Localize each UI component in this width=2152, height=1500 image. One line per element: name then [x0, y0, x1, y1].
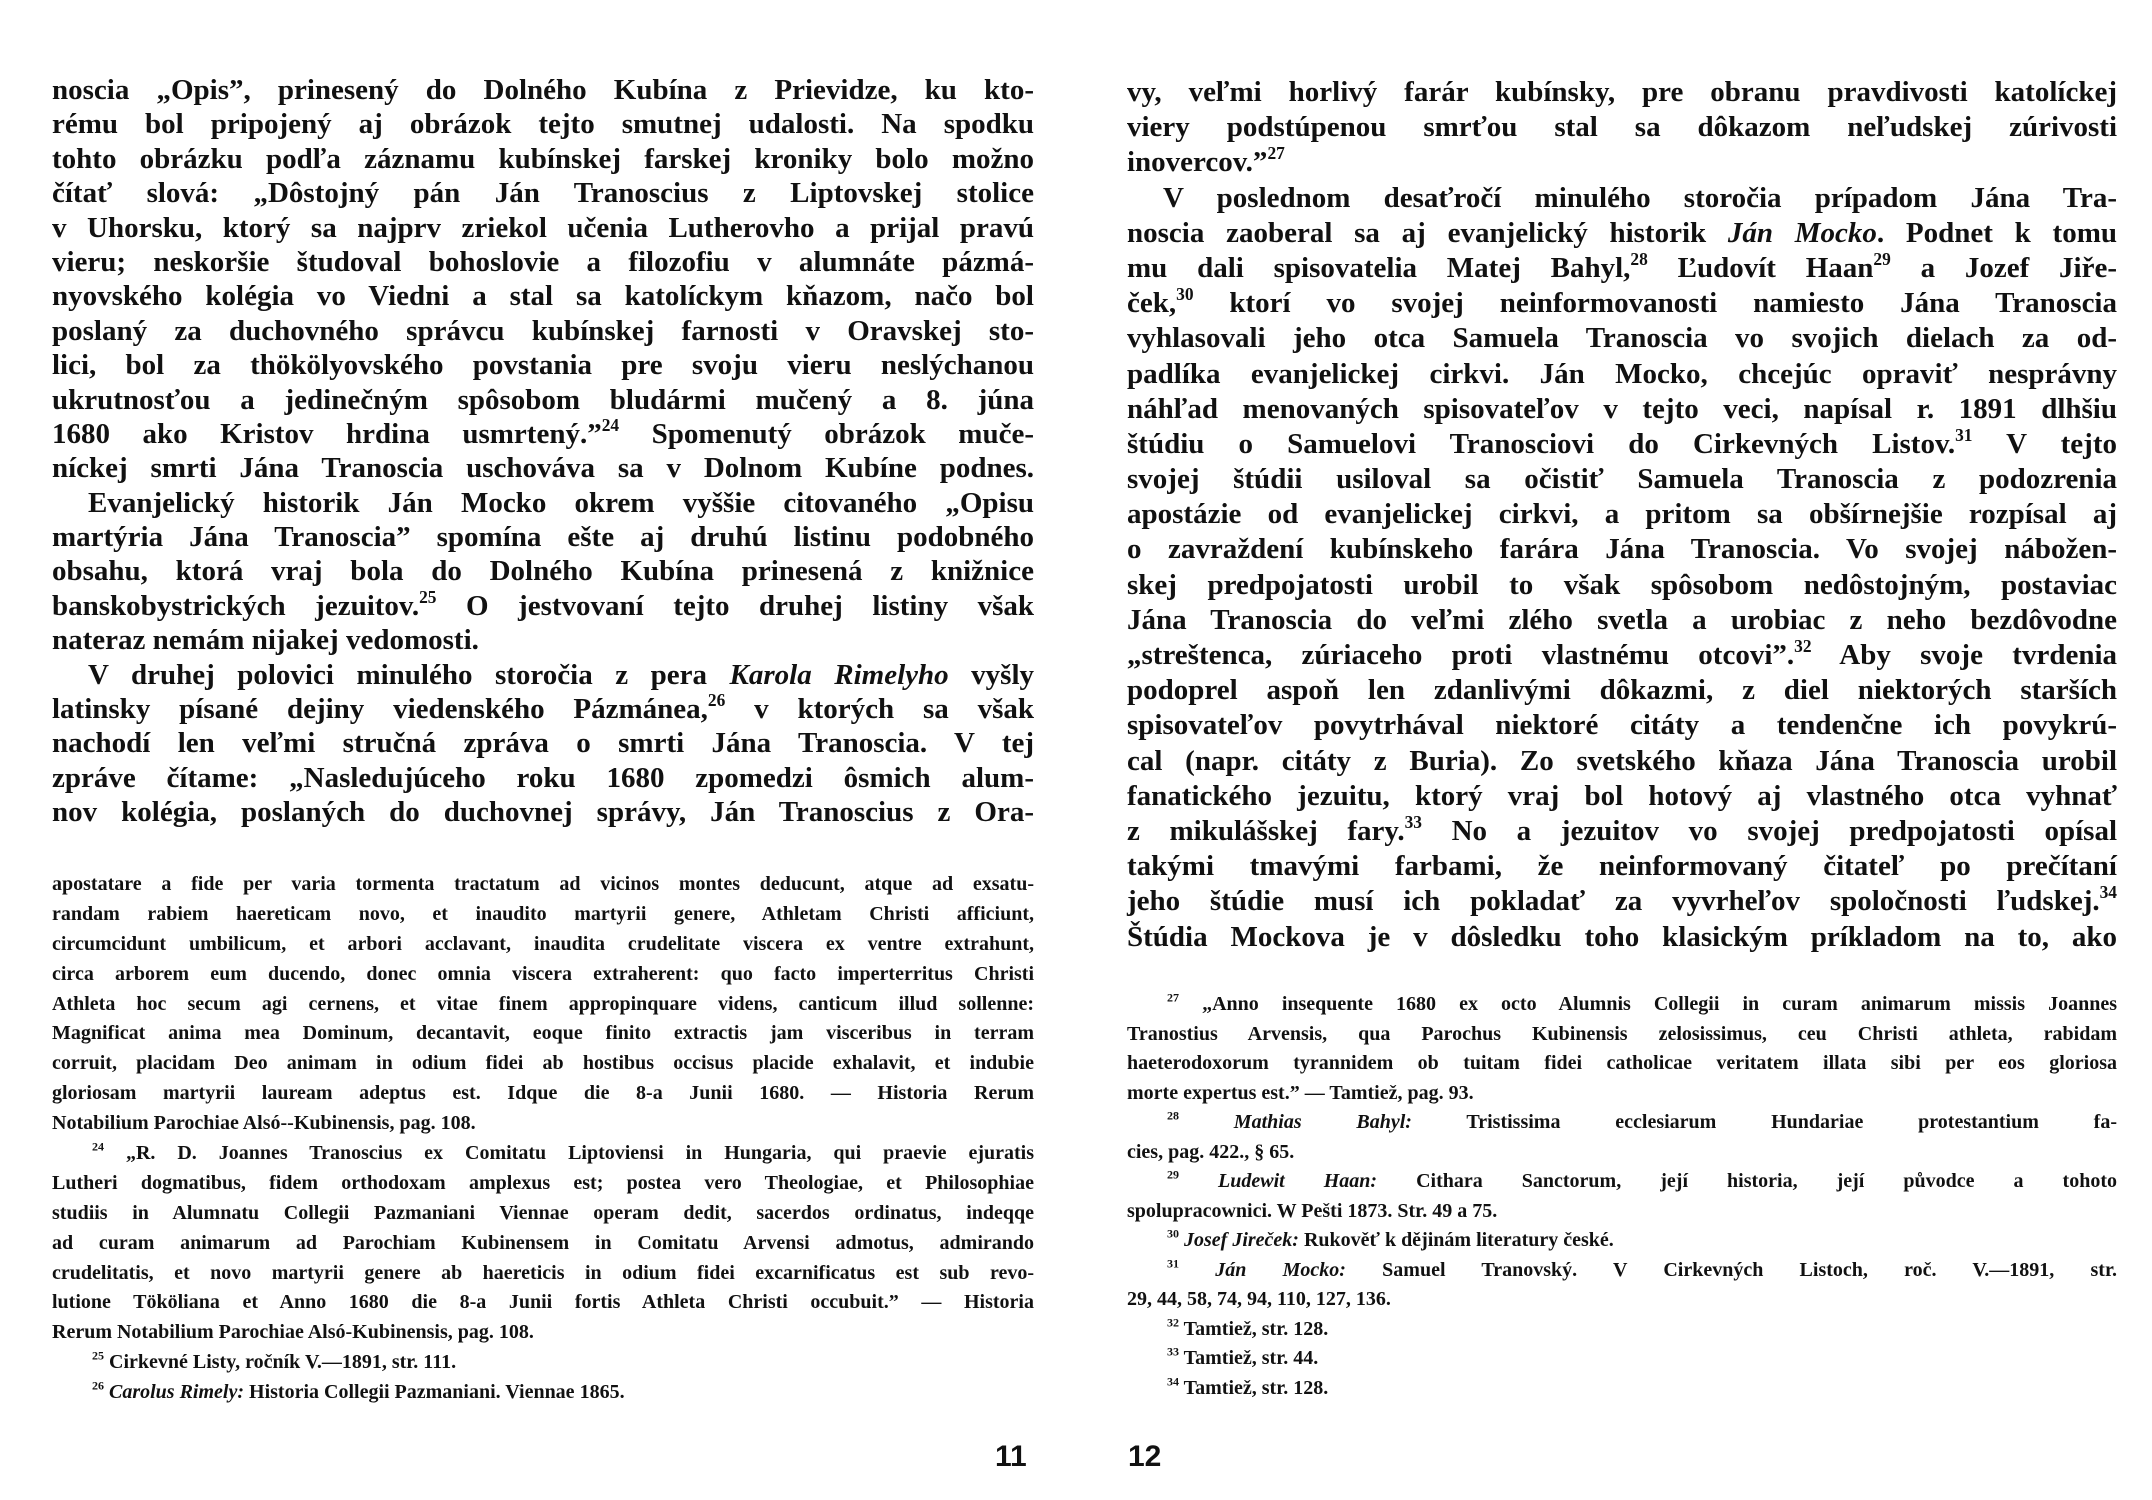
- text-segment: apostázie od evanjelickej cirkvi, a pritom sa obšírnejšie rozpísal aj: [1127, 498, 2117, 531]
- footnote-reference: 31: [1955, 424, 1973, 445]
- left-page-number: 11: [995, 1440, 1027, 1473]
- text-line: [52, 726, 1034, 760]
- text-segment: a Jozef Jiře-: [1890, 251, 2118, 284]
- text-segment: latinsky písané dejiny viedenského Pázmánea,: [52, 693, 708, 726]
- text-line: [1127, 392, 2117, 427]
- footnote-line: [52, 1348, 1034, 1378]
- text-line: [1127, 849, 2117, 884]
- text-segment: štúdiu o Samuelovi Tranosciovi do Cirkevných Listov.: [1127, 427, 1956, 460]
- text-line: [52, 245, 1034, 279]
- footnote-line: [1127, 1079, 2117, 1109]
- text-segment: podoprel aspoň len zdanlivými dôkazmi, z diel niektorých starších: [1127, 674, 2117, 707]
- text-segment: Štúdia Mockova je v dôsledku toho klasickým príkladom na to, ako: [1127, 920, 2117, 953]
- footnote-reference: 24: [601, 414, 620, 435]
- text-segment: Athleta hoc secum agi cernens, et vitae finem appropinquare videns, canticum illud sollenne:: [52, 992, 1034, 1015]
- footnote-reference: 32: [1794, 635, 1812, 656]
- text-segment: Magnificat anima mea Dominum, decantavit, eoque finito extractis jam visceribus in terram: [52, 1022, 1034, 1045]
- text-segment: nov kolégia, poslaných do duchovnej správy, Ján Tranoscius z Ora-: [52, 796, 1034, 829]
- text-segment: noscia „Opis”, prinesený do Dolného Kubína z Prievidze, ku kto-: [52, 74, 1034, 106]
- text-segment: tohto obrázku podľa záznamu kubínskej farskej kroniky bolo možno: [52, 142, 1034, 175]
- footnote-line: [52, 1049, 1034, 1079]
- footnote-line: [1127, 1344, 2117, 1374]
- footnote-line: [52, 1139, 1034, 1169]
- footnote-line: [1127, 1374, 2117, 1404]
- text-segment: 29, 44, 58, 74, 94, 110, 127, 136.: [1127, 1288, 1391, 1310]
- text-segment: haeterodoxorum tyrannidem ob tuitam fidei catholicae veritatem illata sibi per eos gloriosa: [1127, 1052, 2117, 1074]
- footnote-reference: 25: [419, 586, 437, 607]
- text-segment: Lutheri dogmatibus, fidem orthodoxam amplexus est; postea vero Theologiae, et Philosophiae: [52, 1171, 1034, 1194]
- footnote-line: [52, 1169, 1034, 1199]
- text-line: [1127, 110, 2117, 145]
- text-segment: „streštenca, zúriaceho proti vlastnému otcovi”.: [1127, 639, 1795, 671]
- text-segment: takými tmavými farbami, že neinformovaný čitateľ po prečítaní: [1127, 850, 2117, 883]
- text-line: [52, 107, 1034, 141]
- footnote-line: [1127, 1226, 2117, 1256]
- right-page-number: 12: [1128, 1440, 1162, 1473]
- text-segment: Spomenutý obrázok muče-: [619, 417, 1034, 450]
- text-segment: Aby svoje tvrdenia: [1811, 639, 2118, 671]
- footnote-reference: 33: [1404, 811, 1422, 832]
- footnote-reference: 31: [1167, 1256, 1179, 1271]
- text-line: [1127, 603, 2117, 638]
- text-line: [52, 761, 1034, 795]
- text-line: [1127, 497, 2117, 532]
- footnote-line: [52, 1318, 1034, 1348]
- footnote-reference: 28: [1630, 248, 1648, 269]
- footnote-line: [52, 900, 1034, 930]
- text-line: [1127, 216, 2117, 251]
- text-segment: Jána Tranoscia do veľmi zlého svetla a urobiac z neho bezdôvodne: [1127, 603, 2117, 636]
- italic-name: Ludewit Haan:: [1179, 1170, 1378, 1192]
- text-line: [52, 658, 1034, 692]
- text-line: [52, 383, 1034, 417]
- footnote-line: [1127, 1285, 2117, 1315]
- footnote-reference: 30: [1167, 1226, 1179, 1241]
- footnote-line: [52, 1109, 1034, 1139]
- text-line: [52, 451, 1034, 485]
- footnote-line: [52, 870, 1034, 900]
- text-segment: „Anno insequente 1680 ex octo Alumnis Collegii in curam animarum missis Joannes: [1179, 993, 2117, 1015]
- footnote-reference: 34: [1167, 1374, 1179, 1389]
- italic-name: Ján Mocko: [1727, 216, 1877, 249]
- italic-name: Karola Rimelyho: [729, 658, 949, 691]
- text-segment: lutione Tököliana et Anno 1680 die 8-a Junii fortis Athleta Christi occubuit.” — Historia: [52, 1291, 1034, 1314]
- footnote-reference: 34: [2099, 882, 2117, 903]
- footnote-reference: 27: [1267, 143, 1285, 164]
- text-line: [1127, 462, 2117, 497]
- text-segment: Tamtiež, str. 44.: [1179, 1347, 1319, 1369]
- footnote-line: [52, 1259, 1034, 1289]
- text-segment: noscia zaoberal sa aj evanjelický historik: [1127, 216, 1728, 249]
- text-segment: O jestvovaní tejto druhej listiny však: [436, 589, 1034, 622]
- text-segment: morte expertus est.” — Tamtiež, pag. 93.: [1127, 1081, 1474, 1104]
- footnote-reference: 30: [1176, 283, 1194, 304]
- text-segment: o zavraždení kubínskeho farára Jána Tranoscia. Vo svojej nábožen-: [1127, 533, 2117, 566]
- text-segment: Tamtiež, str. 128.: [1179, 1376, 1329, 1399]
- text-segment: studiis in Alumnatu Collegii Pazmaniani Viennae operam dedit, sacerdos ordinatus, indeqqe: [52, 1201, 1034, 1224]
- text-line: [1127, 568, 2117, 603]
- text-segment: nyovského kolégia vo Viedni a stal sa katolíckym kňazom, načo bol: [52, 280, 1034, 313]
- text-line: [1127, 811, 2117, 849]
- footnote-line: [52, 930, 1034, 960]
- text-segment: svojej štúdii usiloval sa očistiť Samuela Tranoscia z podozrenia: [1127, 463, 2117, 496]
- text-line: [52, 520, 1034, 554]
- text-line: [1127, 920, 2117, 955]
- text-segment: viery podstúpenou smrťou stal sa dôkazom neľudskej zúrivosti: [1127, 111, 2117, 144]
- text-segment: No a jezuitov vo svojej predpojatosti opísal: [1421, 814, 2117, 847]
- footnote-line: [1127, 1138, 2117, 1168]
- left-page-body-text: [52, 73, 1034, 830]
- text-segment: nachodí len veľmi stručná zpráva o smrti Jána Tranoscia. V tej: [52, 727, 1034, 760]
- footnote-line: [1127, 1167, 2117, 1197]
- text-line: [1127, 321, 2117, 356]
- text-segment: nateraz nemám nijakej vedomosti.: [52, 624, 479, 657]
- text-line: [1127, 884, 2117, 919]
- text-segment: spisovateľov povytrhával niektoré citáty a tendenčne ich povykrú-: [1127, 709, 2117, 742]
- italic-name: Carolus Rimely:: [104, 1381, 245, 1404]
- italic-name: Josef Jireček:: [1179, 1229, 1299, 1251]
- footnote-line: [52, 1079, 1034, 1109]
- text-segment: Tristissima ecclesiarum Hundariae protestantium fa-: [1411, 1111, 2118, 1133]
- footnote-reference: 26: [92, 1378, 104, 1393]
- text-segment: circumcidunt umbilicum, et arbori acclavant, inaudita crudelitate viscera ex ventre extrahunt,: [52, 932, 1034, 955]
- text-segment: apostatare a fide per varia tormenta tractatum ad vicinos montes deducunt, atque ad exsatu-: [52, 873, 1034, 895]
- footnote-line: [52, 1229, 1034, 1259]
- text-segment: Ľudovít Haan: [1647, 251, 1874, 284]
- text-segment: v ktorých sa však: [725, 693, 1034, 726]
- text-segment: cies, pag. 422., § 65.: [1127, 1140, 1295, 1163]
- text-segment: . Podnet k tomu: [1876, 216, 2117, 249]
- text-segment: vyšly: [948, 658, 1035, 691]
- text-line: [1127, 744, 2117, 779]
- text-line: [1127, 424, 2117, 462]
- text-line: [1127, 181, 2117, 216]
- footnote-line: [1127, 1108, 2117, 1138]
- footnote-reference: 29: [1167, 1167, 1179, 1182]
- text-segment: Samuel Tranovský. V Cirkevných Listoch, roč. V.—1891, str.: [1345, 1258, 2117, 1281]
- footnote-reference: 24: [92, 1139, 104, 1154]
- footnote-reference: 32: [1167, 1315, 1179, 1330]
- text-segment: ček,: [1127, 287, 1177, 320]
- text-segment: Rerum Notabilium Parochiae Alsó-Kubinensis, pag. 108.: [52, 1321, 534, 1344]
- text-segment: Tamtiež, str. 128.: [1179, 1317, 1329, 1340]
- text-segment: Cirkevné Listy, ročník V.—1891, str. 111.: [104, 1351, 457, 1374]
- text-segment: ad curam animarum ad Parochiam Kubinensem in Comitatu Arvensi admotus, admirando: [52, 1231, 1034, 1254]
- text-segment: 1680 ako Kristov hrdina usmrtený.”: [52, 417, 602, 450]
- footnote-line: [1127, 990, 2117, 1020]
- text-segment: Tranostius Arvensis, qua Parochus Kubinensis zelosissimus, ceu Christi athleta, rabidam: [1127, 1022, 2117, 1045]
- left-page-footnotes: [52, 870, 1034, 1408]
- text-segment: crudelitatis, et novo martyrii genere ab haereticis in odium fidei excarnificatus est sub revo-: [52, 1261, 1034, 1284]
- text-line: [52, 211, 1034, 245]
- footnote-reference: 28: [1167, 1108, 1179, 1123]
- text-segment: Historia Collegii Pazmaniani. Viennae 1865.: [244, 1381, 625, 1404]
- text-segment: V druhej polovici minulého storočia z pera: [88, 658, 730, 691]
- footnote-reference: 33: [1167, 1344, 1179, 1359]
- text-segment: v Uhorsku, ktorý sa najprv zriekol učenia Lutherovho a prijal pravú: [52, 211, 1034, 244]
- italic-name: Ján Mocko:: [1179, 1258, 1346, 1281]
- text-segment: „R. D. Joannes Tranoscius ex Comitatu Liptoviensi in Hungaria, qui praevie ejuratis: [104, 1142, 1034, 1165]
- footnote-line: [52, 1199, 1034, 1229]
- italic-name: Mathias Bahyl:: [1179, 1111, 1412, 1133]
- right-page-footnotes: [1127, 990, 2117, 1403]
- text-segment: inovercov.”: [1127, 146, 1268, 179]
- text-line: [1127, 283, 2117, 321]
- text-line: [52, 689, 1034, 726]
- text-segment: corruit, placidam Deo animam in odium fidei ab hostibus occisus placide exhalavit, et indubie: [52, 1052, 1034, 1075]
- text-segment: banskobystrických jezuitov.: [52, 589, 420, 622]
- text-line: [52, 486, 1034, 520]
- text-segment: Notabilium Parochiae Alsó--Kubinensis, pag. 108.: [52, 1112, 476, 1135]
- footnote-line: [52, 1378, 1034, 1408]
- text-segment: V poslednom desaťročí minulého storočia prípadom Jána Tra-: [1163, 181, 2117, 214]
- text-segment: Rukověť k dějinám literatury české.: [1298, 1229, 1614, 1251]
- text-segment: mu dali spisovatelia Matej Bahyl,: [1127, 251, 1631, 284]
- text-line: [1127, 532, 2117, 567]
- text-line: [1127, 357, 2117, 392]
- text-segment: náhľad menovaných spisovateľov v tejto veci, napísal r. 1891 dlhšiu: [1127, 392, 2117, 425]
- text-segment: randam rabiem haereticam novo, et inaudito martyrii genere, Athletam Christi afficiunt,: [52, 902, 1034, 925]
- text-segment: gloriosam martyrii lauream adeptus est. Idque die 8-a Junii 1680. — Historia Rerum: [52, 1082, 1034, 1105]
- text-segment: martýria Jána Tranoscia” spomína ešte aj druhú listinu podobného: [52, 521, 1034, 554]
- text-segment: jeho štúdie musí ich pokladať za vyvrheľov spoločnosti ľudskej.: [1127, 885, 2100, 918]
- footnote-line: [52, 990, 1034, 1020]
- text-line: [52, 73, 1034, 107]
- text-segment: Cithara Sanctorum, její historia, její původce a tohoto: [1377, 1170, 2117, 1192]
- text-segment: Evanjelický historik Ján Mocko okrem vyššie citovaného „Opisu: [88, 486, 1034, 519]
- text-segment: vyhlasovali jeho otca Samuela Tranoscia vo svojich dielach za od-: [1127, 322, 2117, 355]
- text-line: [1127, 635, 2118, 673]
- text-line: [52, 795, 1034, 829]
- text-segment: poslaný za duchovného správcu kubínskej farnosti v Oravskej sto-: [52, 314, 1034, 347]
- text-line: [52, 586, 1034, 623]
- text-line: [1127, 708, 2117, 743]
- text-segment: obsahu, ktorá vraj bola do Dolného Kubína prinesená z knižnice: [52, 555, 1034, 588]
- text-segment: níckej smrti Jána Tranoscia uschováva sa v Dolnom Kubíne podnes.: [52, 452, 1034, 485]
- text-segment: vy, veľmi horlivý farár kubínsky, pre obranu pravdivosti katolíckej: [1127, 76, 2117, 108]
- text-line: [52, 554, 1034, 588]
- text-segment: čítať slová: „Dôstojný pán Ján Tranoscius z Liptovskej stolice: [52, 177, 1034, 210]
- text-line: [1127, 779, 2117, 814]
- text-segment: spolupracownici. W Pešti 1873. Str. 49 a 75.: [1127, 1199, 1498, 1222]
- footnote-line: [1127, 1256, 2117, 1286]
- text-line: [1127, 248, 2118, 286]
- footnote-line: [52, 960, 1034, 990]
- text-segment: skej predpojatosti urobil to však spôsobom nedôstojným, postaviac: [1127, 568, 2117, 601]
- text-segment: rému bol pripojený aj obrázok tejto smutnej udalosti. Na spodku: [52, 108, 1034, 141]
- text-line: [52, 348, 1034, 382]
- text-segment: circa arborem eum ducendo, donec omnia viscera extraherent: quo facto imperterritus Christi: [52, 962, 1034, 985]
- text-segment: fanatického jezuitu, ktorý vraj bol hotový aj vlastného otca vyhnať: [1127, 779, 2117, 812]
- footnote-reference: 25: [92, 1348, 104, 1363]
- footnote-line: [1127, 1049, 2117, 1079]
- text-segment: z mikulášskej fary.: [1127, 814, 1405, 847]
- text-line: [1127, 145, 2117, 180]
- footnote-reference: 26: [707, 689, 726, 710]
- footnote-line: [1127, 1197, 2117, 1227]
- text-line: [1127, 673, 2117, 708]
- text-segment: lici, bol za thökölyovského povstania pre svoju vieru neslýchanou: [52, 349, 1034, 382]
- text-line: [52, 279, 1034, 313]
- text-line: [52, 176, 1034, 210]
- footnote-line: [52, 1288, 1034, 1318]
- text-line: [52, 142, 1034, 176]
- text-line: [52, 314, 1034, 348]
- text-segment: ktorí vo svojej neinformovanosti namiesto Jána Tranoscia: [1193, 287, 2117, 320]
- text-segment: padlíka evanjelickej cirkvi. Ján Mocko, chcejúc opraviť nesprávny: [1127, 357, 2117, 390]
- footnote-line: [52, 1019, 1034, 1049]
- footnote-reference: 29: [1873, 248, 1891, 269]
- footnote-line: [1127, 1020, 2117, 1050]
- text-segment: cal (napr. citáty z Buria). Zo svetského kňaza Jána Tranoscia urobil: [1127, 744, 2117, 777]
- text-line: [1127, 75, 2117, 110]
- text-line: [52, 414, 1034, 451]
- right-page-body-text: [1127, 75, 2117, 955]
- text-line: [52, 623, 1034, 657]
- text-segment: V tejto: [1972, 427, 2117, 460]
- footnote-line: [1127, 1315, 2117, 1345]
- text-segment: vieru; neskoršie študoval bohoslovie a filozofiu v alumnáte pázmá-: [52, 245, 1034, 278]
- footnote-reference: 27: [1167, 990, 1179, 1005]
- text-segment: ukrutnosťou a jedinečným spôsobom bludármi mučený a 8. júna: [52, 383, 1034, 416]
- text-segment: zpráve čítame: „Nasledujúceho roku 1680 zpomedzi ôsmich alum-: [52, 761, 1034, 794]
